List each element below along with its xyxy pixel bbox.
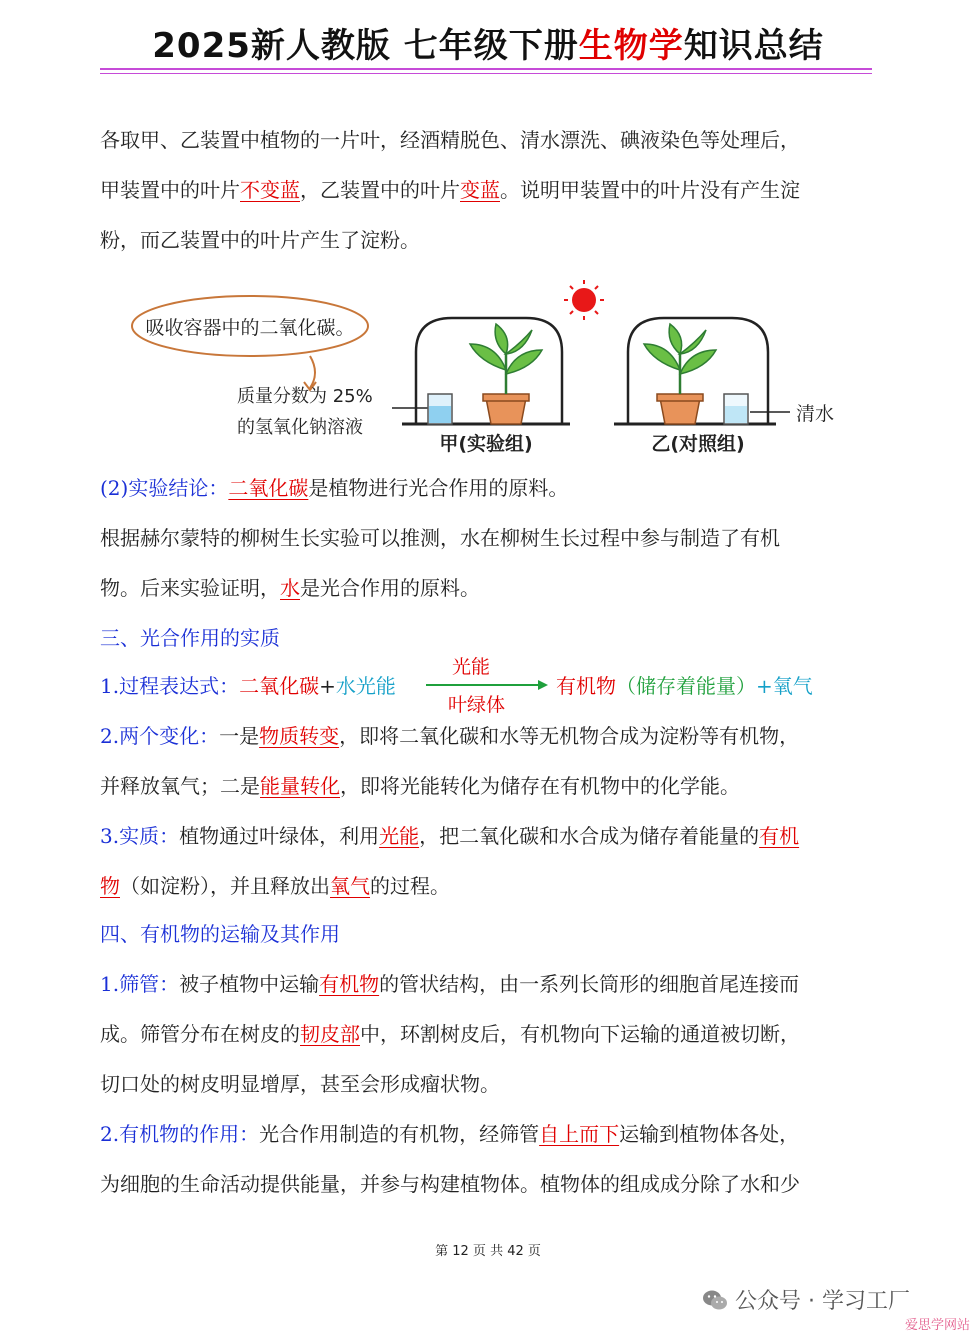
paragraph-line: 2.有机物的作用：光合作用制造的有机物，经筛管自上而下运输到植物体各处， [100, 1122, 800, 1146]
paragraph-line: 2.两个变化：一是物质转变，即将二氧化碳和水等无机物合成为淀粉等有机物， [100, 724, 800, 748]
title-part: 知识总结 [683, 26, 824, 66]
answer: 物 [100, 874, 120, 898]
answer: 自上而下 [539, 1122, 620, 1146]
answer: 物质转变 [259, 724, 340, 748]
title-part: 2025新人教版 七年级下册 [152, 26, 579, 66]
answer: 韧皮部 [300, 1022, 360, 1046]
leaf [680, 330, 706, 354]
paragraph-line: 物。后来实验证明，水是光合作用的原料。 [100, 576, 480, 600]
naoh-label: 质量分数为 25% [237, 386, 373, 407]
watermark-text: 公众号 · 学习工厂 [735, 1289, 910, 1314]
leaf [495, 324, 508, 354]
experiment-figure [120, 278, 860, 458]
answer: 不变蓝 [240, 178, 300, 202]
title-rule [100, 73, 872, 74]
paragraph-line: 3.实质：植物通过叶绿体，利用光能，把二氧化碳和水合成为储存着能量的有机 [100, 824, 800, 848]
pot-yi [660, 398, 700, 424]
section-heading: 三、光合作用的实质 [100, 626, 280, 650]
answer: 光能 [379, 824, 420, 848]
paragraph-line: 并释放氧气；二是能量转化，即将光能转化为储存在有机物中的化学能。 [100, 774, 740, 798]
paragraph-line: 成。筛管分布在树皮的韧皮部中，环割树皮后，有机物向下运输的通道被切断， [100, 1022, 800, 1046]
answer: 氧气 [330, 874, 370, 898]
answer: 有机物 [319, 972, 380, 996]
reaction-condition-above: 光能 [452, 656, 491, 678]
label-yi: 乙(对照组) [651, 433, 745, 455]
water-label: 清水 [796, 403, 835, 425]
answer: 水 [280, 576, 300, 600]
bubble-text: 吸收容器中的二氧化碳。 [145, 317, 355, 339]
wechat-icon [702, 1289, 728, 1311]
paragraph-line: 粉，而乙装置中的叶片产生了淀粉。 [100, 228, 420, 252]
conclusion-line: (2)实验结论：二氧化碳是植物进行光合作用的原料。 [100, 476, 569, 500]
reaction-condition-below: 叶绿体 [448, 694, 506, 716]
page-number: 第 12 页 共 42 页 [435, 1244, 541, 1259]
title-rule [100, 68, 872, 70]
answer: 二氧化碳 [228, 476, 309, 500]
watermark [702, 1284, 910, 1315]
site-watermark: 爱思学网站 [904, 1318, 970, 1333]
answer: 有机 [759, 824, 800, 848]
paragraph-line: 各取甲、乙装置中植物的一片叶，经酒精脱色、清水漂洗、碘液染色等处理后， [100, 128, 800, 152]
answer: 能量转化 [260, 774, 340, 798]
leaf [506, 330, 532, 354]
pot-jia [486, 398, 526, 424]
page-title [0, 18, 976, 67]
paragraph-line: 切口处的树皮明显增厚，甚至会形成瘤状物。 [100, 1072, 500, 1096]
paragraph-line: 1.筛管：被子植物中运输有机物的管状结构，由一系列长筒形的细胞首尾连接而 [100, 972, 800, 996]
paragraph-line: 为细胞的生命活动提供能量，并参与构建植物体。植物体的组成成分除了水和少 [100, 1172, 800, 1196]
answer: 变蓝 [460, 178, 500, 202]
naoh-label: 的氢氧化钠溶液 [237, 417, 363, 438]
leaf [669, 324, 682, 354]
section-heading: 四、有机物的运输及其作用 [100, 922, 340, 946]
paragraph-line: 甲装置中的叶片不变蓝，乙装置中的叶片变蓝。说明甲装置中的叶片没有产生淀 [100, 178, 800, 202]
paragraph-line: 物（如淀粉），并且释放出氧气的过程。 [100, 874, 450, 898]
title-highlight: 生物学 [578, 26, 684, 66]
equation-line: 1.过程表达式：二氧化碳+水光能 [100, 674, 396, 698]
sun-icon [564, 280, 604, 320]
equation-products: 有机物（储存着能量）+氧气 [556, 674, 813, 698]
paragraph-line: 根据赫尔蒙特的柳树生长实验可以推测，水在柳树生长过程中参与制造了有机 [100, 526, 780, 550]
label-jia: 甲(实验组) [439, 433, 533, 455]
